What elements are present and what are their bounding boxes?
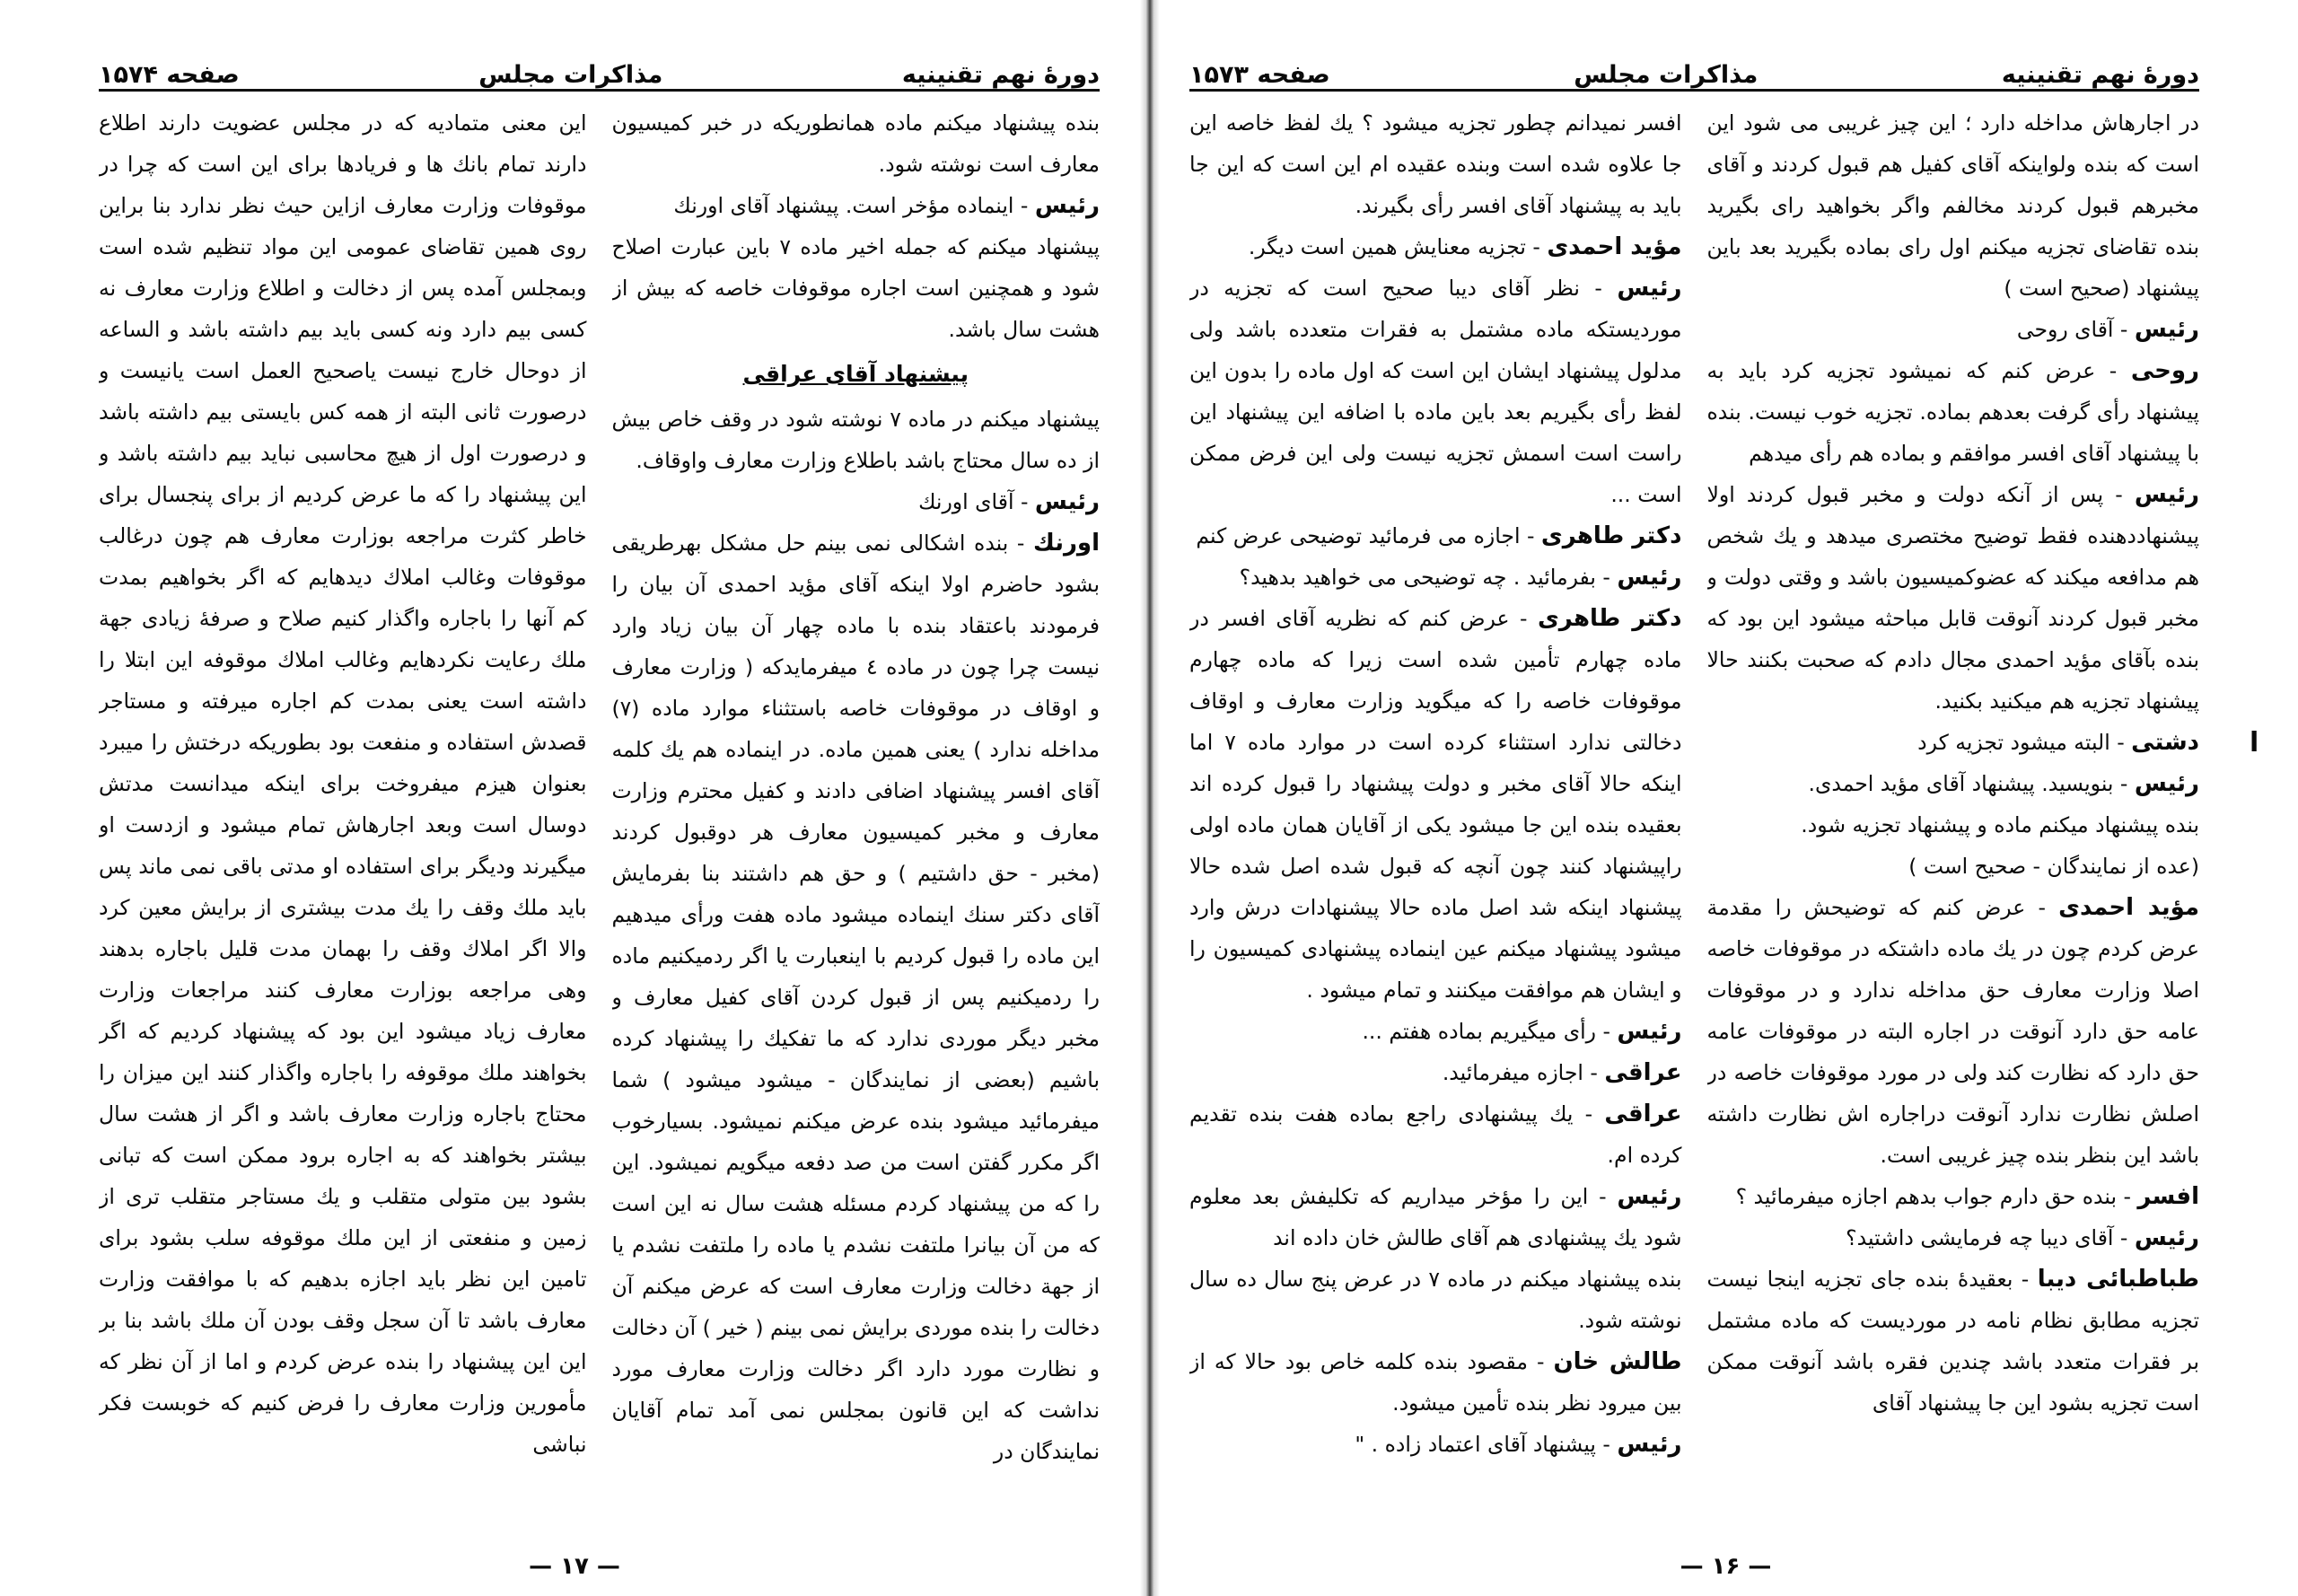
- paragraph-text: - عرض کنم که نمیشود تجزیه کرد باید به پیشنهاد رأی گرفت بعدهم بماده. تجزیه خوب نیست. بنده با پیشنهاد آقای افسر موافقم و بماده هم رأی میدهم: [1706, 358, 2199, 466]
- transcript-paragraph: [1189, 1258, 1682, 1341]
- speaker-name: رئیس: [2134, 481, 2199, 508]
- paragraph-text: - اجازه می فرمائید توضیحی عرض کنم: [1196, 523, 1541, 548]
- paragraph-text: - عرض کنم که توضیحش را مقدمة عرض کردم چون در یك ماده داشتکه در موقوفات خاصه اصلا وزارت معارف حق مداخله ندارد و در موقوفات عامه حق دارد آنوقت در اجاره البته در موقوفات عامه حق دارد که نظارت کند ولی در مورد موقوفات خاصه در اصلش نظارت ندارد آنوقت دراجاره اش نظارت داشته باشد این بنظر بنده چیز غریبی است.: [1706, 895, 2199, 1168]
- margin-mark: ا: [2250, 727, 2259, 759]
- transcript-paragraph: [1707, 1258, 2200, 1424]
- paragraph-text: - اینماده مؤخر است. پیشنهاد آقای اورنك: [673, 193, 1035, 218]
- transcript-paragraph: [1707, 846, 2200, 887]
- transcript-paragraph: [1189, 1424, 1682, 1465]
- speaker-name: مؤید احمدی: [1547, 233, 1682, 260]
- speaker-name: رئیس: [1617, 564, 1682, 591]
- speaker-name: افسر: [2137, 1183, 2199, 1210]
- paragraph-text: - پیشنهاد آقای اعتماد زاده . ": [1355, 1432, 1618, 1457]
- transcript-paragraph: [1707, 350, 2200, 474]
- paragraph-text: - اجازه میفرمائید.: [1442, 1060, 1605, 1085]
- right-page-title: مذاکرات مجلس: [1574, 61, 1759, 89]
- transcript-paragraph: [1707, 474, 2200, 722]
- left-page-column-right: [612, 102, 1101, 1525]
- speaker-name: مؤید احمدی: [2058, 894, 2199, 921]
- transcript-paragraph: [1189, 226, 1682, 267]
- transcript-paragraph: [1707, 887, 2200, 1176]
- section-heading: پیشنهاد آقای عراقی: [742, 361, 969, 387]
- transcript-paragraph: [612, 102, 1101, 185]
- paragraph-text: - رأی میگیریم بماده هفتم ...: [1362, 1019, 1618, 1044]
- paragraph-text: (عده از نمایندگان - صحیح است ): [1908, 854, 2199, 879]
- speaker-name: طالش خان: [1553, 1348, 1682, 1375]
- transcript-paragraph: [1189, 515, 1682, 557]
- left-page-columns: [99, 102, 1100, 1525]
- speaker-name: دکتر طاهری: [1540, 522, 1682, 549]
- paragraph-text: - مقصود بنده کلمه خاص بود حالا که از بین میرود نظر بنده تأمین میشود.: [1189, 1349, 1682, 1416]
- paragraph-text: - آقای اورنك: [918, 489, 1035, 514]
- paragraph-text: - آقای دیبا چه فرمایشی داشتید؟: [1846, 1225, 2135, 1250]
- paragraph-text: - بعقیدهٔ بنده جای تجزیه اینجا نیست تجزیه مطابق نظام نامه در موردیست که ماده مشتمل بر فقرات متعدد باشد چندین فقره باشد آنوقت ممکن است تجزیه بشود این جا پیشنهاد آقای: [1706, 1267, 2199, 1416]
- paragraph-text: - البته میشود تجزیه کرد: [1917, 730, 2132, 755]
- speaker-name: طباطبائی دیبا: [2037, 1266, 2199, 1293]
- transcript-paragraph: [1189, 557, 1682, 598]
- paragraph-text: - عرض کنم که نظریه آقای افسر در ماده چهارم تأمین شده است زیرا که ماده چهارم موقوفات خاصه را که میگوید وزارت معارف و اوقاف دخالتی ندارد استثناء کرده است در موارد ماده ۷ اما اینکه حالا آقای مخبر و دولت پیشنهاد را قبول کرده اند بعقیده بنده این جا میشود یکی از آقایان همان ماده اولی راپیشنهاد کنند چون آنچه که قبول شده اصل شده حالا پیشنهاد اینکه شد اصل ماده حالا پیشنهادات درش وارد میشود پیشنهاد میکنم عین اینماده پیشنهادی کمیسیون را و ایشان هم موافقت میکنند و تمام میشود .: [1189, 606, 1682, 1003]
- transcript-paragraph: [612, 399, 1101, 481]
- transcript-paragraph: [1707, 1176, 2200, 1217]
- transcript-paragraph: [1189, 598, 1682, 1011]
- paragraph-text: - یك پیشنهادی راجع بماده هفت بنده تقدیم کرده ام.: [1189, 1101, 1682, 1168]
- paragraph-text: - پس از آنکه دولت و مخبر قبول کردند اولا پیشنهاددهنده فقط توضیح مختصری میدهد و یك شخص هم مدافعه میکند که عضوکمیسیون باشد و وقتی دولت و مخبر قبول کردند آنوقت قابل مباحثه میشود این بود که بنده بآقای مؤید احمدی مجال دادم که صحبت بکنند حالا پیشنهاد تجزیه هم میکنید بکنید.: [1706, 482, 2199, 714]
- paragraph-text: - این را مؤخر میداریم که تکلیفش بعد معلوم شود یك پیشنهادی هم آقای طالش خان داده اند: [1189, 1184, 1682, 1250]
- speaker-name: دشتی: [2131, 729, 2199, 756]
- transcript-paragraph: [1189, 1176, 1682, 1258]
- transcript-paragraph: [1707, 804, 2200, 846]
- paragraph-text: پیشنهاد میکنم که جمله اخیر ماده ۷ باین عبارت اصلاح شود و همچنین است اجاره موقوفات خاصه که بیش از هشت سال باشد.: [611, 234, 1100, 342]
- left-page-column-left: [99, 102, 587, 1525]
- speaker-name: رئیس: [1617, 1431, 1682, 1458]
- right-page-columns: [1189, 102, 2199, 1525]
- speaker-name: رئیس: [2134, 1224, 2199, 1251]
- paragraph-text: در اجارهاش مداخله دارد ؛ این چیز غریبی می شود این است که بنده ولواینکه آقای کفیل هم قبول کردند و آقای مخبرهم قبول کردند مخالفم واگر بخواهید رای بگیرید بنده تقاضای تجزیه میکنم اول رای بماده بگیرید بعد باین پیشنهاد (صحیح است ): [1706, 110, 2199, 301]
- right-page-column-left: [1189, 102, 1682, 1525]
- paragraph-text: - تجزیه معنایش همین است دیگر.: [1248, 234, 1548, 259]
- left-page-label: صفحه ۱۵۷۴: [99, 61, 240, 89]
- paragraph-text: - بفرمائید . چه توضیحی می خواهید بدهید؟: [1239, 565, 1618, 590]
- paragraph-text: - آقای روحی: [2016, 317, 2135, 342]
- transcript-paragraph: [1707, 1217, 2200, 1258]
- transcript-paragraph: [612, 226, 1101, 350]
- transcript-paragraph: [1707, 722, 2200, 763]
- left-page-number: — ۱۷ —: [529, 1553, 620, 1580]
- speaker-name: اورنك: [1032, 530, 1100, 557]
- transcript-paragraph: [1189, 1341, 1682, 1424]
- paragraph-text: این معنی متمادیه که در مجلس عضویت دارند اطلاع دارند تمام بانك ها و فریادها برای این است که چرا در موقوفات وزارت معارف ازاین حیث نظر ندارد بنا براین روی همین تقاضای عمومی این مواد تنظیم شده است وبمجلس آمده پس از دخالت و اطلاع وزارت معارف نه کسی بیم دارد ونه کسی باید بیم داشته باشد و الساعه از دوحال خارج نیست یاصحیح العمل است یانیست و درصورت ثانی البته از همه کس بایستی بیم داشته باشد و درصورت اول از هیچ محاسبی نباید بیم داشته باشد و این پیشنهاد را که ما عرض کردیم از برای پنجسال برای خاطر کثرت مراجعه بوزارت معارف هم چون درغالب موقوفات وغالب املاك دیدهایم که اگر بخواهیم بمدت کم آنها را باجاره واگذار کنیم صلاح و صرفهٔ زیادی جهة ملك رعایت نکردهایم وغالب املاك موقوفه این ابتلا را داشته است یعنی بمدت کم اجاره میرفته و مستاجر قصدش استفاده و منفعت بود بطوریکه درختش را میبرد بعنوان هیزم میفروخت برای اینکه میدانست مدتش دوسال است وبعد اجارهاش تمام میشود و ازدست او میگیرند ودیگر برای استفاده او مدتی باقی نمی ماند پس باید ملك وقف را یك مدت بیشتری از برایش معین کرد والا اگر املاك وقف را بهمان مدت قلیل باجاره بدهند وهی مراجعه بوزارت معارف کنند مراجعات وزارت معارف زیاد میشود این بود که پیشنهاد کردیم که اگر بخواهند ملك موقوفه را باجاره واگذار کنند این میزان را محتاج باجاره وزارت معارف باشد و اگر از هشت سال بیشتر بخواهند که به اجاره برود ممکن است که تبانی بشود بین متولی متقلب و یك مستاجر متقلب تری از زمین و منفعتی از این ملك موقوفه سلب بشود برای تامین این نظر باید اجازه بدهیم که با موافقت وزارت معارف باشد تا آن سجل وقف بودن آن ملك باشد بنا بر این این پیشنهاد را بنده عرض کردم و اما از آن نظر که مأمورین وزارت معارف را فرض کنیم که خوبست فکر نباشی: [99, 110, 587, 1457]
- paragraph-text: بنده پیشنهاد میکنم ماده و پیشنهاد تجزیه شود.: [1801, 812, 2199, 837]
- speaker-name: رئیس: [2134, 770, 2199, 797]
- transcript-paragraph: [1707, 309, 2200, 350]
- paragraph-text: - بنده حق دارم جواب بدهم اجازه میفرمائید ؟: [1735, 1184, 2138, 1209]
- transcript-paragraph: [612, 522, 1101, 1472]
- speaker-name: عراقی: [1604, 1101, 1682, 1127]
- speaker-name: رئیس: [1617, 1183, 1682, 1210]
- left-page-session: دورهٔ نهم تقنینیه: [901, 61, 1100, 89]
- speaker-name: رئیس: [2134, 316, 2199, 343]
- right-page-column-right: [1707, 102, 2200, 1525]
- paragraph-text: بنده پیشنهاد میکنم ماده همانطوریکه در خبر کمیسیون معارف است نوشته شود.: [611, 110, 1100, 177]
- left-page-title: مذاکرات مجلس: [478, 61, 663, 89]
- right-page-label: صفحه ۱۵۷۳: [1189, 61, 1330, 89]
- transcript-paragraph: [612, 481, 1101, 522]
- right-page-session: دورهٔ نهم تقنینیه: [2001, 61, 2199, 89]
- speaker-name: روحی: [2130, 357, 2199, 384]
- speaker-name: دکتر طاهری: [1537, 605, 1682, 632]
- speaker-name: رئیس: [1034, 488, 1100, 515]
- speaker-name: رئیس: [1617, 275, 1682, 302]
- left-page-header: [99, 49, 1100, 92]
- paragraph-text: - بنده اشکالی نمی بینم حل مشکل بهرطریقی بشود حاضرم اولا اینکه آقای مؤید احمدی آن بیان را فرمودند باعتقاد بنده با ماده چهار آن بیان زیاد وارد نیست چرا چون در ماده ٤ میفرمایدکه ( وزارت معارف و اوقاف در موقوفات خاصه باستثناء موارد ماده (۷) مداخله ندارد ) یعنی همین ماده. در اینماده هم یك کلمه آقای افسر پیشنهاد اضافی دادند و کفیل محترم وزارت معارف و مخبر کمیسیون معارف هر دوقبول کردند (مخبر - حق داشتیم ) و حق هم داشتند بنا بفرمایش آقای دکتر سنك اینماده میشود ماده هفت ورأی میدهیم این ماده را قبول کردیم با اینعبارت یا اگر ردمیکنیم ماده را ردمیکنیم پس از قبول کردن آقای کفیل معارف و مخبر دیگر موردی ندارد که ما تفکیك را پیشنهاد کرده باشیم (بعضی از نمایندگان - میشود میشود ) شما میفرمائید میشود بنده عرض میکنم نمیشود. بسیارخوب اگر مکرر گفتن است من صد دفعه میگویم نمیشود. این را که من پیشنهاد کردم مسئله هشت سال نه این است که من آن بیانرا ملتفت نشدم یا ماده را ملتفت نشدم یا از جهة دخالت وزارت معارف است که عرض میکنم آن دخالت را بنده موردی برایش نمی بینم ( خیر ) آن دخالت و نظارت مورد دارد اگر دخالت وزارت معارف مورد نداشت که این قانون بمجلس نمی آمد تمام آقایان نمایندگان در: [611, 531, 1100, 1464]
- transcript-paragraph: [1189, 102, 1682, 226]
- speaker-name: عراقی: [1604, 1059, 1682, 1086]
- transcript-paragraph: [1189, 1011, 1682, 1052]
- transcript-paragraph: [1707, 102, 2200, 309]
- transcript-paragraph: [612, 185, 1101, 226]
- paragraph-text: - نظر آقای دیبا صحیح است که تجزیه در موردیستکه ماده مشتمل به فقرات متعدده باشد ولی مدلول پیشنهاد ایشان این است که اول ماده را بدون این لفظ رأی بگیریم بعد باین ماده با اضافه این پیشنهاد این راست است اسمش تجزیه نیست ولی این فرض ممکن است ...: [1189, 276, 1682, 507]
- transcript-paragraph: [1707, 763, 2200, 804]
- right-page-header: [1189, 49, 2199, 92]
- speaker-name: رئیس: [1617, 1018, 1682, 1045]
- transcript-paragraph: [1189, 267, 1682, 515]
- transcript-paragraph: [1189, 1093, 1682, 1176]
- speaker-name: رئیس: [1034, 192, 1100, 219]
- paragraph-text: بنده پیشنهاد میکنم در ماده ۷ در عرض پنج سال ده سال نوشته شود.: [1189, 1267, 1682, 1333]
- transcript-paragraph: [1189, 1052, 1682, 1093]
- transcript-paragraph: [99, 102, 587, 1465]
- paragraph-text: افسر نمیدانم چطور تجزیه میشود ؟ یك لفظ خاصه این جا علاوه شده است وبنده عقیده ام این است که این جا باید به پیشنهاد آقای افسر رأی بگیرند.: [1189, 110, 1682, 218]
- paragraph-text: پیشنهاد میکنم در ماده ۷ نوشته شود در وقف خاص بیش از ده سال محتاج باشد باطلاع وزارت معارف واوقاف.: [611, 407, 1100, 473]
- paragraph-text: - بنویسید. پیشنهاد آقای مؤید احمدی.: [1808, 771, 2135, 796]
- right-page-number: — ۱۶ —: [1680, 1553, 1772, 1580]
- right-page: [1153, 0, 2298, 1596]
